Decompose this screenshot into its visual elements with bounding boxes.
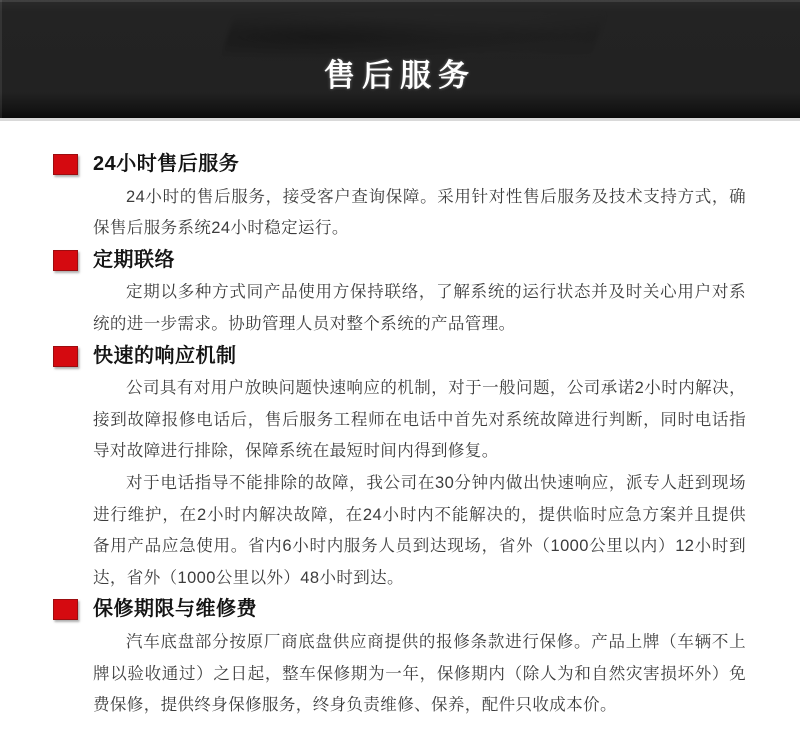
service-content [0, 121, 800, 722]
section-heading-row [93, 594, 748, 627]
watermark-smudge [221, 12, 606, 58]
section-heading: 快速的响应机制 [93, 344, 237, 367]
section-paragraph: 定期以多种方式同产品使用方保持联络，了解系统的运行状态并及时关心用户对系统的进一步需求。协助管理人员对整个系统的产品管理。 [93, 283, 746, 333]
page-header-banner [0, 0, 800, 121]
red-square-bullet-icon [53, 250, 78, 271]
section-heading-row [93, 245, 748, 278]
section-heading-row [93, 341, 748, 374]
section-heading: 24小时售后服务 [93, 153, 240, 175]
section-paragraph: 汽车底盘部分按原厂商底盘供应商提供的报修条款进行保修。产品上牌（车辆不上牌以验收通过）之日起，整车保修期为一年，保修期内（除人为和自然灾害损坏外）免费保修，提供终身保修服务，终身负责维修、保养，配件只收成本价。 [93, 632, 746, 715]
section-rapid-response [93, 341, 748, 595]
section-regular-contact [93, 245, 748, 341]
red-square-bullet-icon [53, 346, 78, 367]
section-warranty-and-fees [93, 594, 748, 721]
red-square-bullet-icon [53, 599, 78, 620]
section-heading-row [93, 149, 748, 182]
section-24h-support [93, 149, 748, 245]
section-heading: 定期联络 [93, 248, 175, 271]
section-paragraph: 公司具有对用户放映问题快速响应的机制，对于一般问题，公司承诺2小时内解决，接到故障报修电话后，售后服务工程师在电话中首先对系统故障进行判断，同时电话指导对故障进行排除，保障系统在最短时间内得到修复。 [93, 379, 746, 461]
page-title: 售后服务 [324, 58, 476, 93]
section-paragraph: 24小时的售后服务，接受客户查询保障。采用针对性售后服务及技术支持方式，确保售后服务系统24小时稳定运行。 [93, 187, 746, 238]
section-paragraph: 对于电话指导不能排除的故障，我公司在30分钟内做出快速响应，派专人赶到现场进行维护，在2小时内解决故障，在24小时内不能解决的，提供临时应急方案并且提供备用产品应急使用。省内6小时内服务人员到达现场，省外（1000公里以内）12小时到达，省外（1000公里以外）48小时到达。 [93, 473, 746, 587]
red-square-bullet-icon [53, 154, 78, 175]
section-heading: 保修期限与维修费 [93, 598, 257, 621]
